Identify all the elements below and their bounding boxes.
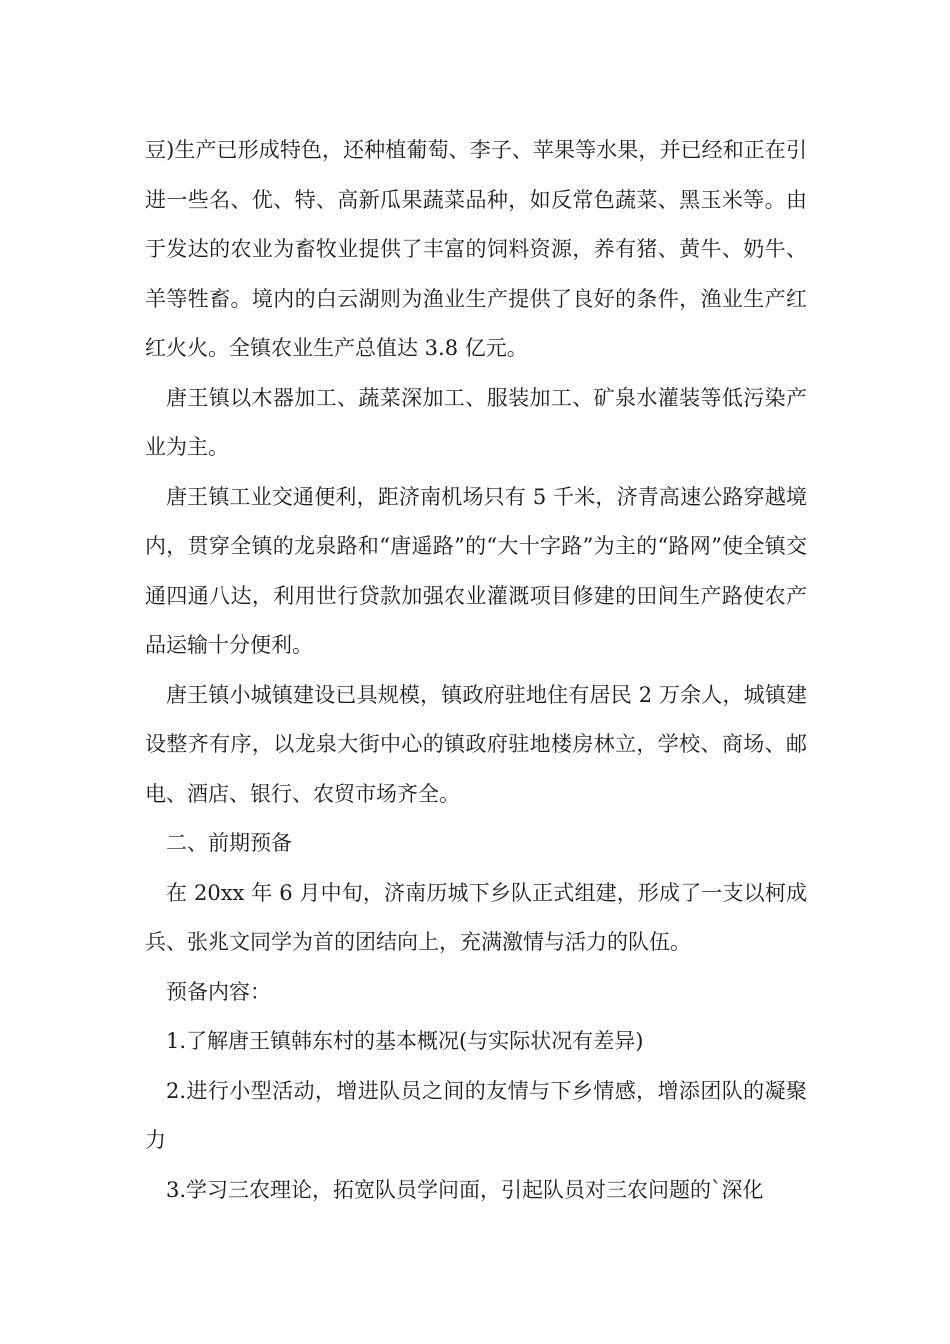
list-item-1: 1.了解唐王镇韩东村的基本概况(与实际状况有差异)	[166, 1029, 644, 1053]
paragraph-industry: 唐王镇以木器加工、蔬菜深加工、服装加工、矿泉水灌装等低污染产业为主。	[145, 385, 807, 459]
paragraph-preparation-label: 预备内容：	[166, 979, 271, 1004]
document-body	[145, 126, 807, 1215]
list-item-3: 3.学习三农理论，拓宽队员学问面，引起队员对三农问题的`深化	[166, 1177, 764, 1202]
list-item-2: 2.进行小型活动，增进队员之间的友情与下乡情感，增添团队的凝聚力	[145, 1078, 807, 1152]
paragraph-transport: 唐王镇工业交通便利，距济南机场只有 5 千米，济青高速公路穿越境内，贯穿全镇的龙泉路和“唐遥路”的“大十字路”为主的“路网”使全镇交通四通八达，利用世行贷款加强农业灌溉项目修建的田间生产路使农产品运输十分便利。	[145, 484, 807, 657]
paragraph-town-construction: 唐王镇小城镇建设已具规模，镇政府驻地住有居民 2 万余人，城镇建设整齐有序，以龙泉大街中心的镇政府驻地楼房林立，学校、商场、邮电、酒店、银行、农贸市场齐全。	[145, 682, 807, 806]
section-heading-preparation: 二、前期预备	[166, 831, 292, 855]
paragraph-agriculture: 豆)生产已形成特色，还种植葡萄、李子、苹果等水果，并已经和正在引进一些名、优、特、高新瓜果蔬菜品种，如反常色蔬菜、黑玉米等。由于发达的农业为畜牧业提供了丰富的饲料资源，养有猪、黄牛、奶牛、羊等牲畜。境内的白云湖则为渔业生产提供了良好的条件，渔业生产红红火火。全镇农业生产总值达 3.8 亿元。	[145, 138, 807, 360]
paragraph-team-formation: 在 20xx 年 6 月中旬，济南历城下乡队正式组建，形成了一支以柯成兵、张兆文同学为首的团结向上，充满激情与活力的队伍。	[145, 880, 807, 954]
